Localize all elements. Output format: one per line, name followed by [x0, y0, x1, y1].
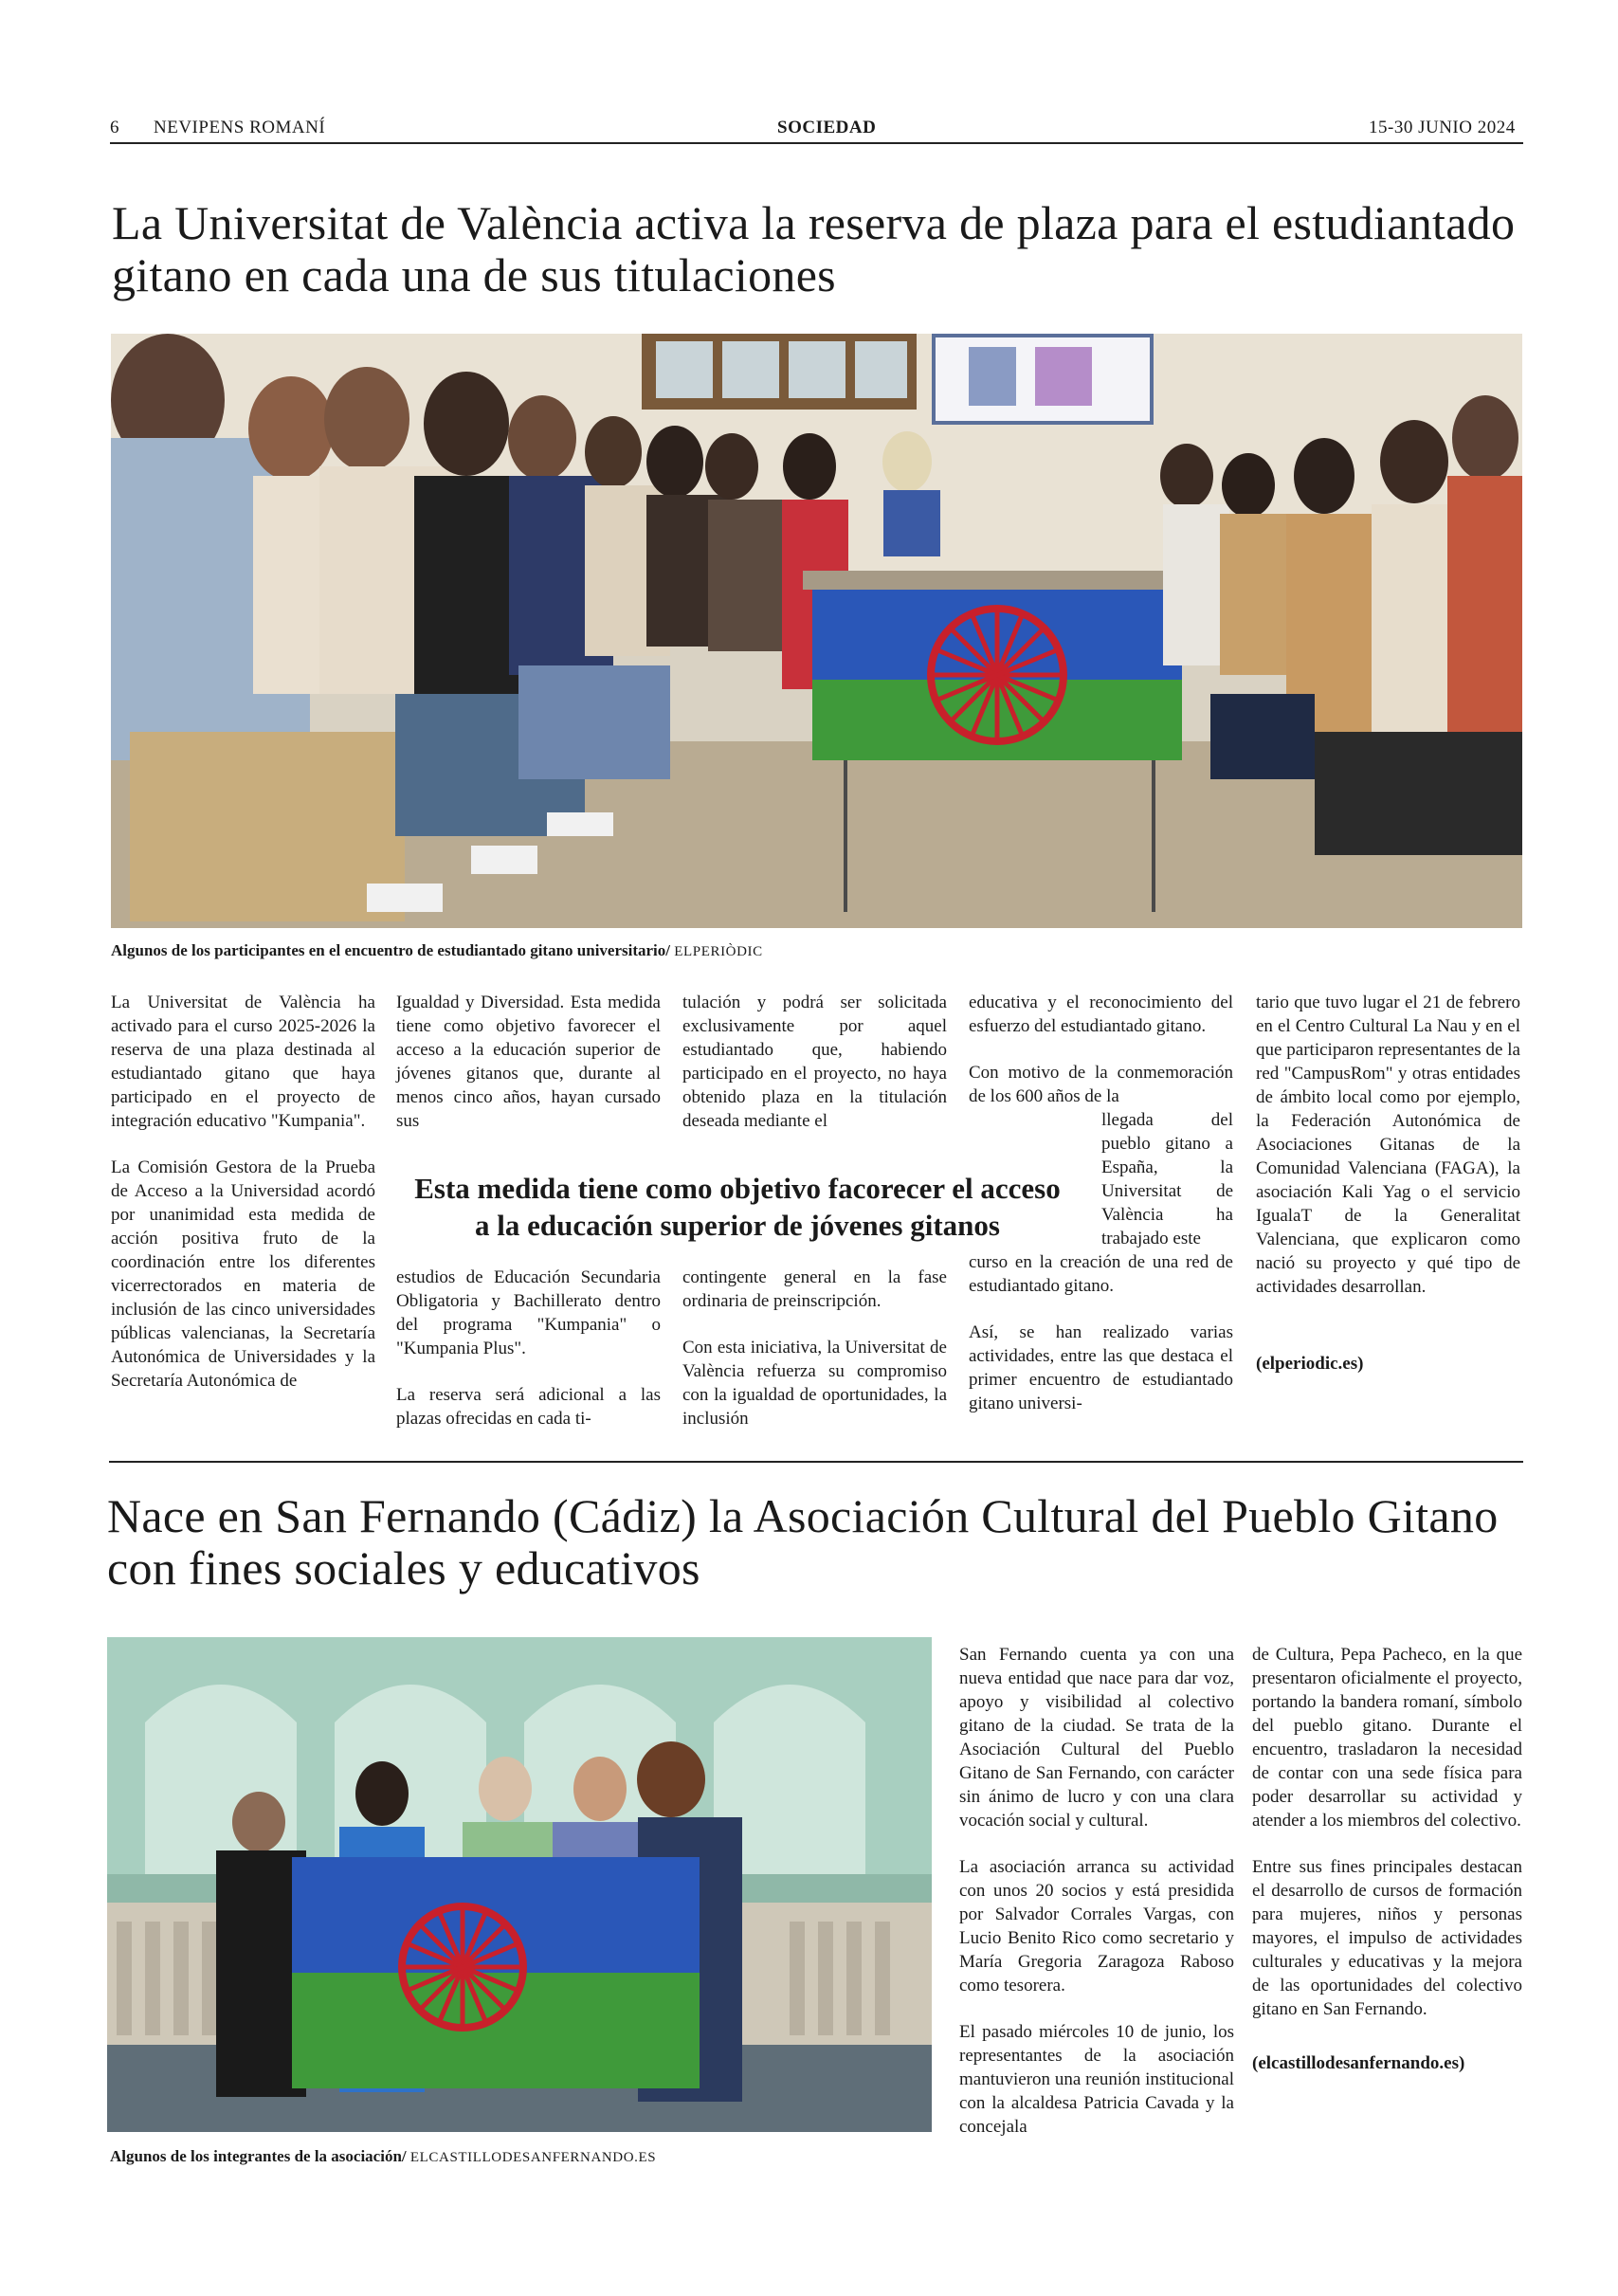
article1-column-3-top	[682, 991, 947, 1156]
article1-col2-paragraph-1: Igualdad y Diversidad. Esta medida tiene como objetivo favorecer el acceso a la educación superior de jóvenes gitanos que, durante al menos cinco años, hayan cursado sus	[396, 993, 661, 1131]
article1-col5-paragraph-1: tario que tuvo lugar el 21 de febrero en el Centro Cultural La Nau y en el que participaron representantes de la red "CampusRom" y otras entidades de ámbito local como por ejemplo, la Federación Autonómica de Asociaciones Gitanas de la Comunidad Valenciana (FAGA), la asociación Kali Yag o el servicio IgualaT de la Generalitat Valenciana, que explicaron como nació su proyecto y qué tipo de actividades desarrollan.	[1256, 993, 1520, 1297]
article2-col1-paragraph-3: El pasado miércoles 10 de junio, los representantes de la asociación mantuvieron una reunión institucional con la alcaldesa Patricia Cavada y la concejala	[959, 2022, 1234, 2137]
article1-col1-paragraph-1: La Universitat de València ha activado para el curso 2025-2026 la reserva de una plaza destinada al estudiantado gitano que haya participado en el proyecto de integración educativo "Kumpania".	[111, 993, 375, 1131]
article2-photo	[107, 1637, 932, 2132]
article1-column-1	[111, 991, 375, 1415]
article1-headline	[112, 197, 1534, 301]
article2-headline	[107, 1490, 1529, 1594]
article2-headline-line2: con fines sociales y educativos	[107, 1541, 700, 1594]
article1-photo	[111, 334, 1522, 928]
article2-col1-paragraph-1: San Fernando cuenta ya con una nueva entidad que nace para dar voz, apoyo y visibilidad al colectivo gitano de la ciudad. Se trata de la Asociación Cultural del Pueblo Gitano de San Fernando, con carácter sin ánimo de lucro y con una clara vocación social y cultural.	[959, 1645, 1234, 1831]
article2-col2-paragraph-2: Entre sus fines principales destacan el desarrollo de cursos de formación para mujeres, niños y personas mayores, el impulso de actividades culturales y educativas y la mejora de las oportunidades del colectivo gitano en San Fernando.	[1252, 1857, 1522, 2019]
article1-caption-credit: ELPERIÒDIC	[674, 944, 763, 959]
article1-col4-paragraph-2c: curso en la creación de una red de estudiantado gitano.	[969, 1252, 1233, 1296]
article1-photo-illustration	[111, 334, 1522, 928]
article1-pull-quote: Esta medida tiene como objetivo facorecer el acceso a la educación superior de jóvenes gitanos	[398, 1164, 1077, 1249]
article2-column-2	[1252, 1643, 1522, 2075]
article1-column-3-bottom	[682, 1266, 947, 1453]
article1-col2-paragraph-3: La reserva será adicional a las plazas ofrecidas en cada ti-	[396, 1385, 661, 1429]
article1-col1-paragraph-2: La Comisión Gestora de la Prueba de Acceso a la Universidad acordó por unanimidad esta medida de acción positiva fruto de la coordinación entre los diferentes vicerrectorados en materia de inclusión de las cinco universidades públicas valencianas, la Secretaría Autonómica de Universidades y la Secretaría Autonómica de	[111, 1157, 375, 1391]
article2-photo-illustration	[107, 1637, 932, 2132]
article-divider	[109, 1461, 1523, 1463]
article2-caption-credit: ELCASTILLODESANFERNANDO.ES	[409, 2150, 657, 2165]
article1-column-2-bottom	[396, 1266, 661, 1453]
publication-name: NEVIPENS ROMANÍ	[154, 118, 326, 137]
article1-col4-paragraph-2a: Con motivo de la conmemoración de los 600 años de la	[969, 1063, 1233, 1106]
article1-headline-line1: La Universitat de València activa la reserva de plaza para el estudiantado	[112, 196, 1516, 249]
article1-col4-paragraph-2b: llegada del pueblo gitano a España, la Universitat de València ha trabajado este	[1101, 1110, 1233, 1248]
article2-caption	[110, 2147, 935, 2166]
article1-col4-paragraph-1: educativa y el reconocimiento del esfuerzo del estudiantado gitano.	[969, 993, 1233, 1036]
article1-caption	[111, 941, 1522, 960]
article1-caption-text: Algunos de los participantes en el encuentro de estudiantado gitano universitario/	[111, 941, 670, 959]
article2-column-1	[959, 1643, 1234, 2161]
article1-col4-paragraph-3: Así, se han realizado varias actividades, entre las que destaca el primer encuentro de estudiantado gitano universi-	[969, 1322, 1233, 1413]
page-number: 6	[110, 118, 119, 137]
article1-col2-paragraph-2: estudios de Educación Secundaria Obligatoria y Bachillerato dentro del programa "Kumpania" o "Kumpania Plus".	[396, 1267, 661, 1358]
article1-source: (elperiodic.es)	[1256, 1354, 1364, 1374]
article2-headline-line1: Nace en San Fernando (Cádiz) la Asociación Cultural del Pueblo Gitano	[107, 1489, 1499, 1542]
article1-headline-line2: gitano en cada una de sus titulaciones	[112, 248, 836, 301]
article1-column-2-top	[396, 991, 661, 1156]
section-name: SOCIEDAD	[777, 118, 877, 137]
article2-col2-paragraph-1: de Cultura, Pepa Pacheco, en la que presentaron oficialmente el proyecto, portando la bandera romaní, símbolo del pueblo gitano. Durante el encuentro, trasladaron la necesidad de contar con una sede física para poder desarrollar su actividad y atender a los miembros del colectivo.	[1252, 1645, 1522, 1831]
article1-column-5	[1256, 991, 1520, 1376]
article1-col3-paragraph-3: Con esta iniciativa, la Universitat de València refuerza su compromiso con la igualdad de oportunidades, la inclusión	[682, 1338, 947, 1429]
article1-col3-paragraph-2: contingente general en la fase ordinaria de preinscripción.	[682, 1267, 947, 1311]
article2-caption-text: Algunos de los integrantes de la asociación/	[110, 2147, 407, 2165]
article1-col3-paragraph-1: tulación y podrá ser solicitada exclusivamente por aquel estudiantado que, habiendo participado en el proyecto, no haya obtenido plaza en la titulación deseada mediante el	[682, 993, 947, 1131]
article2-col1-paragraph-2: La asociación arranca su actividad con unos 20 socios y está presidida por Salvador Corrales Vargas, con Lucio Benito Rico como secretario y María Gregoria Zaragoza Raboso como tesorera.	[959, 1857, 1234, 1995]
article2-source: (elcastillodesanfernando.es)	[1252, 2053, 1465, 2073]
issue-date: 15-30 JUNIO 2024	[1369, 118, 1516, 137]
header-rule	[110, 142, 1523, 144]
